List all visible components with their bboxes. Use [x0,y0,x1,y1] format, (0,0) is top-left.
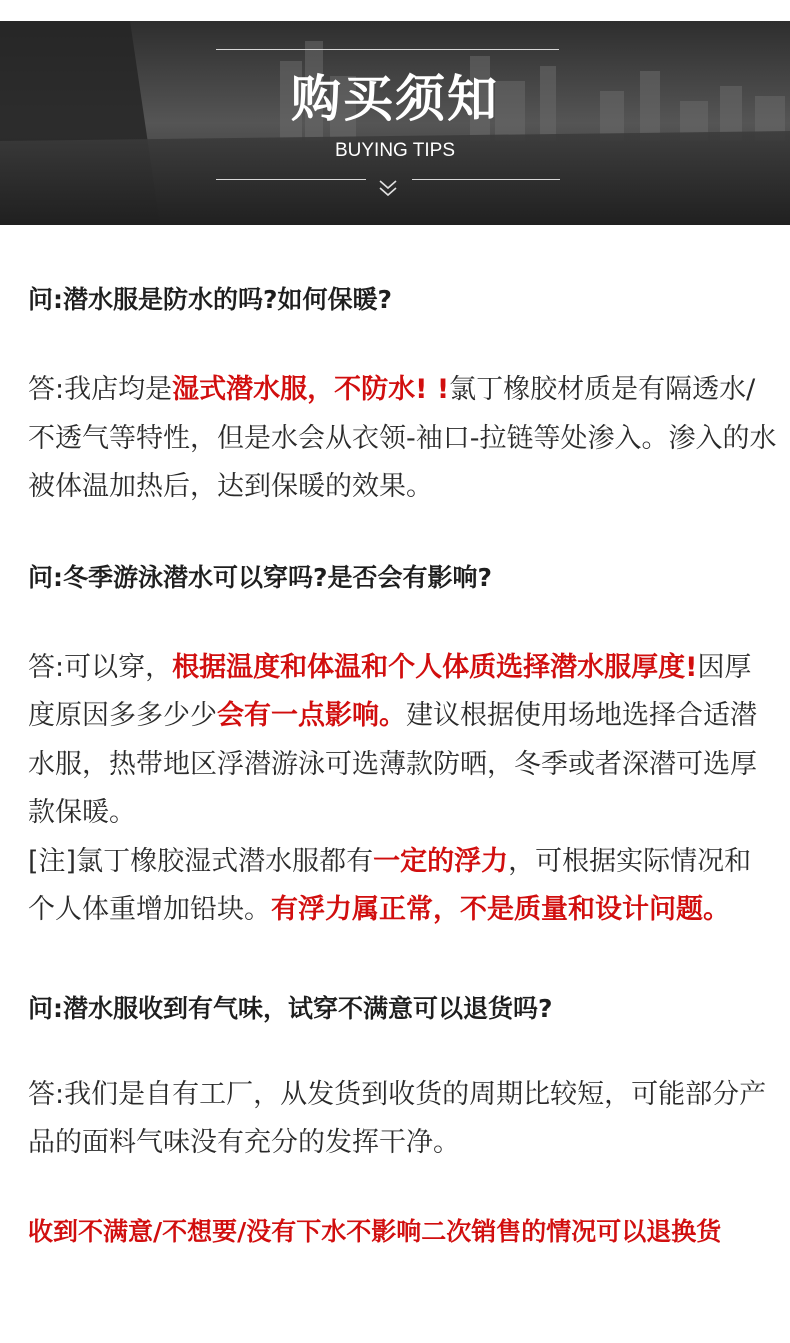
bottom-divider-right [412,179,560,180]
faq-question-1: 问:潜水服是防水的吗?如何保暖? [28,285,393,314]
answer-highlight: 湿式潜水服，不防水! ! [172,374,450,405]
answer-text: 答:我们是自有工厂，从发货到收货的周期比较短，可能部分产品的面料气味没有充分的发挥干净。 [28,1078,767,1158]
banner-subtitle: BUYING TIPS [334,140,455,161]
answer-text: 建议根据使用场地选择合适潜水服，热带地区浮潜游泳可选薄款防晒，冬季或者深潜可选厚款保暖。 [28,700,757,828]
note-text: [注]氯丁橡胶湿式潜水服都有 [28,845,374,877]
answer-highlight: 会有一点影响。 [217,700,406,731]
answer-text: 因厚度原因多多少少 [28,651,752,731]
note-highlight: 有浮力属正常，不是质量和设计问题。 [271,894,730,925]
top-divider [216,49,559,50]
return-policy-notice: 收到不满意/不想要/没有下水不影响二次销售的情况可以退换货 [28,1216,722,1246]
answer-text: 氯丁橡胶材质是有隔透水/不透气等特性，但是水会从衣领-袖口-拉链等处渗入。渗入的水被体温加热后，达到保暖的效果。 [28,374,777,502]
double-chevron-down-icon [377,179,399,199]
faq-note-2 [28,838,778,935]
faq-question-3: 问:潜水服收到有气味，试穿不满意可以退货吗? [28,993,553,1023]
note-text: ，可根据实际情况和个人体重增加铅块。 [28,845,752,925]
faq-content [28,268,778,1254]
banner [0,21,790,225]
bottom-divider-left [216,179,366,180]
banner-title: 购买须知 [291,70,499,128]
answer-text: 答:我店均是 [28,374,173,405]
faq-answer-2 [28,644,778,838]
note-highlight: 一定的浮力 [373,845,509,877]
answer-text: 答:可以穿， [28,651,173,683]
answer-highlight: 根据温度和体温和个人体质选择潜水服厚度! [172,651,698,683]
faq-answer-3 [28,1071,778,1168]
faq-question-2: 问:冬季游泳潜水可以穿吗?是否会有影响? [28,562,493,592]
faq-answer-1 [28,366,778,512]
